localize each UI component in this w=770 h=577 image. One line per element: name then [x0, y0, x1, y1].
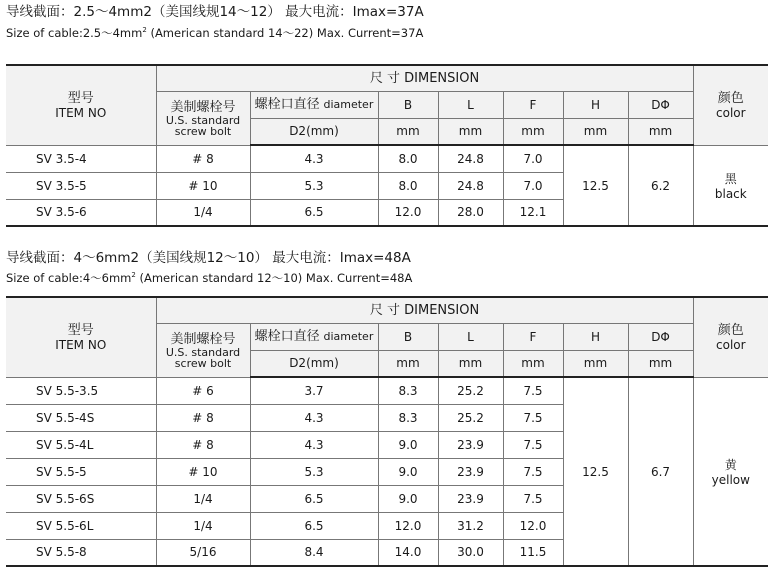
heading-en-text: Size of cable:2.5～4mm: [6, 25, 143, 40]
cell-model: SV 5.5-4L: [6, 431, 156, 458]
col-header-b: B: [378, 323, 438, 350]
section-heading-en: [6, 268, 412, 285]
col-header-d2: [250, 91, 378, 118]
cell-b: 9.0: [378, 485, 438, 512]
unit-h: mm: [563, 118, 628, 145]
cell-d2: 5.3: [250, 172, 378, 199]
heading-en-text-rest: (American standard 12～10) Max. Current=48A: [135, 270, 413, 285]
col-header-h: H: [563, 91, 628, 118]
cell-l: 25.2: [438, 377, 503, 404]
col-header-color-cn: 颜色: [717, 90, 744, 106]
cell-color: [693, 145, 768, 226]
unit-h: mm: [563, 350, 628, 377]
cell-bolt: 1/4: [156, 512, 250, 539]
cell-bolt: 1/4: [156, 199, 250, 226]
cell-model: SV 3.5-6: [6, 199, 156, 226]
spec-table: [6, 296, 768, 567]
cell-d2: 4.3: [250, 431, 378, 458]
color-en: black: [714, 186, 747, 201]
unit-l: mm: [438, 350, 503, 377]
cell-bolt: # 10: [156, 458, 250, 485]
col-header-bolt-en: U.S. standard: [165, 345, 241, 359]
col-header-d2-en: diameter: [323, 98, 374, 111]
cell-model: SV 3.5-5: [6, 172, 156, 199]
cell-b: 8.0: [378, 145, 438, 172]
unit-b: mm: [378, 350, 438, 377]
cell-model: SV 5.5-5: [6, 458, 156, 485]
cell-model: SV 5.5-6L: [6, 512, 156, 539]
col-header-model: [6, 297, 156, 377]
cell-bolt: 1/4: [156, 485, 250, 512]
cell-d2: 4.3: [250, 404, 378, 431]
section-heading-cn: 导线截面：2.5～4mm2（美国线规14～12） 最大电流：Imax=37A: [6, 4, 424, 20]
table-row: [6, 145, 768, 172]
cell-l: 23.9: [438, 485, 503, 512]
cell-d2: 8.4: [250, 539, 378, 566]
cell-bolt: # 6: [156, 377, 250, 404]
color-en: yellow: [711, 472, 750, 487]
cell-b: 12.0: [378, 199, 438, 226]
col-header-model-en: ITEM NO: [55, 337, 107, 352]
cell-d2: 6.5: [250, 485, 378, 512]
cell-model: SV 5.5-3.5: [6, 377, 156, 404]
col-header-bolt-cn: 美制螺栓号: [170, 331, 236, 347]
section-heading-cn: 导线截面：4～6mm2（美国线规12～10） 最大电流：Imax=48A: [6, 250, 411, 266]
col-header-model-cn: 型号: [67, 322, 94, 338]
cell-model: SV 5.5-4S: [6, 404, 156, 431]
cell-model: SV 3.5-4: [6, 145, 156, 172]
cell-bolt: # 8: [156, 404, 250, 431]
cell-f: 7.5: [503, 485, 563, 512]
cell-b: 8.0: [378, 172, 438, 199]
cell-b: 9.0: [378, 458, 438, 485]
col-header-bolt-en2: screw bolt: [174, 356, 232, 370]
cell-f: 12.0: [503, 512, 563, 539]
unit-f: mm: [503, 350, 563, 377]
cell-f: 7.5: [503, 404, 563, 431]
col-header-dphi: DΦ: [628, 91, 693, 118]
col-header-d2-cn: 螺栓口直径: [254, 329, 320, 344]
cell-bolt: 5/16: [156, 539, 250, 566]
cell-bolt: # 8: [156, 431, 250, 458]
col-header-f: F: [503, 91, 563, 118]
cell-model: SV 5.5-6S: [6, 485, 156, 512]
cell-l: 24.8: [438, 172, 503, 199]
cell-f: 11.5: [503, 539, 563, 566]
col-header-dphi: DΦ: [628, 323, 693, 350]
cell-f: 7.5: [503, 377, 563, 404]
cell-l: 23.9: [438, 431, 503, 458]
cell-f: 7.0: [503, 145, 563, 172]
cell-d2: 6.5: [250, 512, 378, 539]
spec-table: [6, 64, 768, 227]
cell-bolt: # 10: [156, 172, 250, 199]
col-header-dimension: 尺 寸 DIMENSION: [156, 65, 693, 91]
col-header-model-cn: 型号: [67, 90, 94, 106]
cell-l: 24.8: [438, 145, 503, 172]
col-header-d2: [250, 323, 378, 350]
cell-f: 7.0: [503, 172, 563, 199]
col-header-color: [693, 297, 768, 377]
cell-d2: 5.3: [250, 458, 378, 485]
cell-d2: 3.7: [250, 377, 378, 404]
section-heading-en: [6, 23, 423, 40]
cell-l: 28.0: [438, 199, 503, 226]
cell-l: 30.0: [438, 539, 503, 566]
cell-b: 8.3: [378, 404, 438, 431]
col-header-bolt: [156, 91, 250, 145]
cell-dphi: 6.7: [628, 377, 693, 566]
cell-h: 12.5: [563, 377, 628, 566]
cell-b: 14.0: [378, 539, 438, 566]
col-header-color-en: color: [716, 337, 746, 352]
cell-b: 9.0: [378, 431, 438, 458]
col-header-h: H: [563, 323, 628, 350]
cell-color: [693, 377, 768, 566]
table-row: [6, 377, 768, 404]
col-header-color: [693, 65, 768, 145]
unit-f: mm: [503, 118, 563, 145]
unit-b: mm: [378, 118, 438, 145]
col-header-color-en: color: [716, 105, 746, 120]
unit-d2: D2(mm): [250, 118, 378, 145]
col-header-bolt-cn: 美制螺栓号: [170, 99, 236, 115]
unit-dphi: mm: [628, 350, 693, 377]
unit-d2: D2(mm): [250, 350, 378, 377]
cell-dphi: 6.2: [628, 145, 693, 226]
col-header-bolt-en: U.S. standard: [165, 113, 241, 127]
color-cn: 黄: [724, 457, 737, 472]
cell-b: 12.0: [378, 512, 438, 539]
heading-en-text-rest: (American standard 14～22) Max. Current=37A: [146, 25, 424, 40]
cell-f: 7.5: [503, 458, 563, 485]
col-header-d2-en: diameter: [323, 330, 374, 343]
col-header-dimension: 尺 寸 DIMENSION: [156, 297, 693, 323]
cell-l: 31.2: [438, 512, 503, 539]
cell-b: 8.3: [378, 377, 438, 404]
heading-en-text: Size of cable:4～6mm: [6, 270, 132, 285]
col-header-bolt-en2: screw bolt: [174, 124, 232, 138]
superscript-2: 2: [142, 26, 147, 34]
cell-d2: 4.3: [250, 145, 378, 172]
cell-h: 12.5: [563, 145, 628, 226]
color-cn: 黑: [724, 171, 737, 186]
col-header-l: L: [438, 91, 503, 118]
unit-l: mm: [438, 118, 503, 145]
col-header-model-en: ITEM NO: [55, 105, 107, 120]
col-header-d2-cn: 螺栓口直径: [254, 97, 320, 112]
cell-f: 12.1: [503, 199, 563, 226]
unit-dphi: mm: [628, 118, 693, 145]
cell-model: SV 5.5-8: [6, 539, 156, 566]
cell-l: 23.9: [438, 458, 503, 485]
col-header-bolt: [156, 323, 250, 377]
cell-l: 25.2: [438, 404, 503, 431]
cell-f: 7.5: [503, 431, 563, 458]
col-header-l: L: [438, 323, 503, 350]
col-header-b: B: [378, 91, 438, 118]
col-header-model: [6, 65, 156, 145]
cell-d2: 6.5: [250, 199, 378, 226]
col-header-f: F: [503, 323, 563, 350]
superscript-2: 2: [131, 271, 136, 279]
cell-bolt: # 8: [156, 145, 250, 172]
col-header-color-cn: 颜色: [717, 322, 744, 338]
